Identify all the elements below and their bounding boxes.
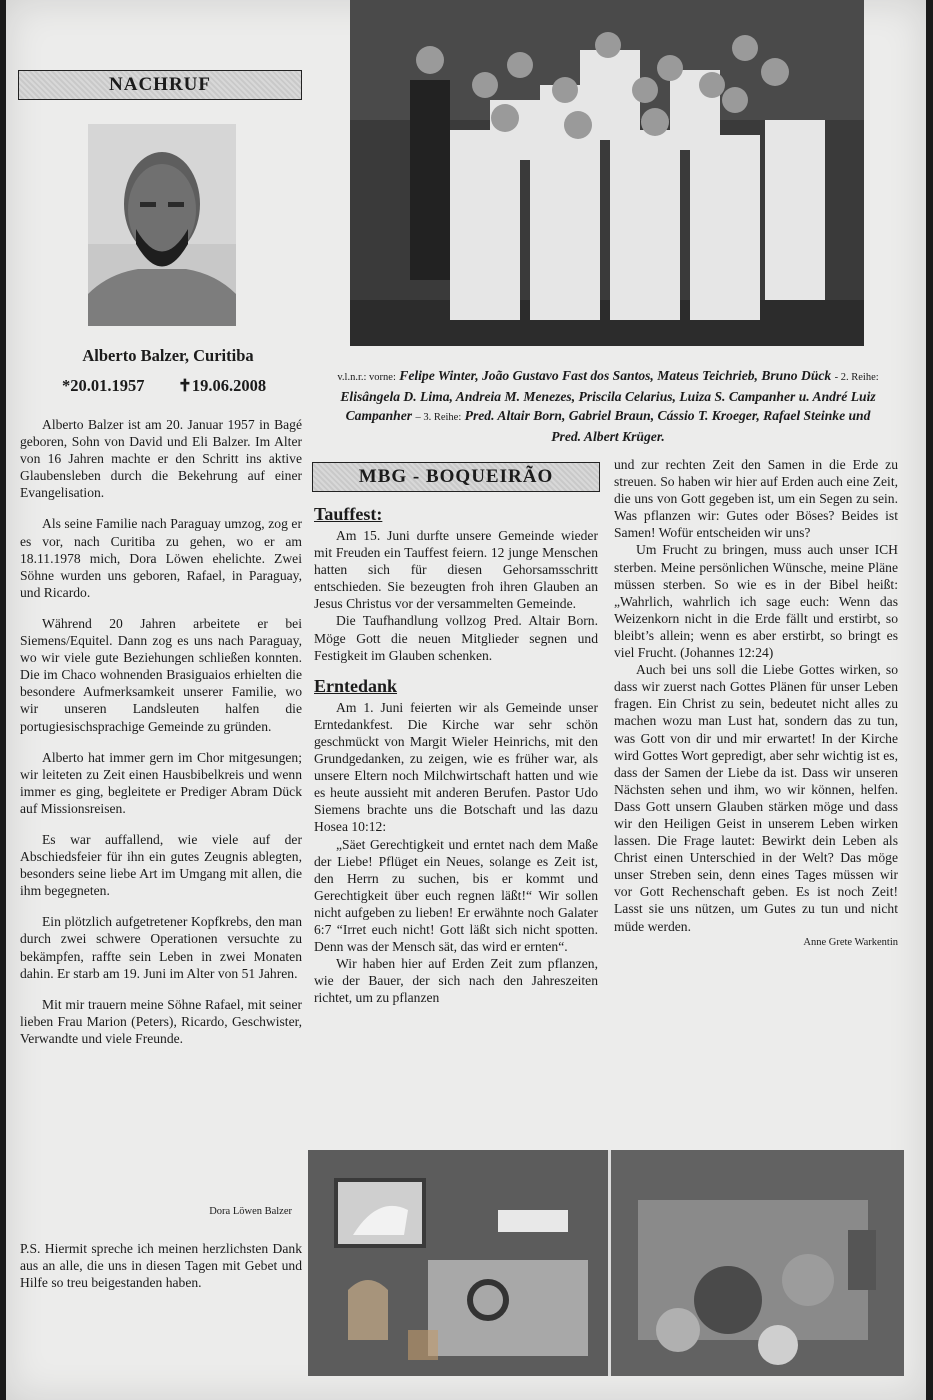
obituary-name: Alberto Balzer, Curitiba — [82, 346, 254, 365]
obituary-paragraph: Ein plötzlich aufgetretener Kopfkrebs, den man durch zwei schwere Operationen versuchte zu bekämpfen, raffte sein Leben in zwei Monaten dahin. Er starb am 19. Juni im Alter von 51 Jahren. — [20, 914, 302, 981]
tauffest-paragraph: Am 15. Juni durfte unsere Gemeinde wieder mit Freuden ein Tauffest feiern. 12 junge Menschen hatten sich für diesen Gehorsamsschritt entschieden. Sie bezeugten froh ihren Glauben an Jesus Christus vor der versammelten Gemeinde. — [314, 528, 598, 612]
obituary-signature: Dora Löwen Balzer — [209, 1206, 292, 1217]
death-date: ✝19.06.2008 — [178, 376, 267, 395]
erntedank-paragraph: Am 1. Juni feierten wir als Gemeinde unser Erntedankfest. Die Kirche war sehr schön geschmückt von Margit Wieler Heinrichs, mit den Grundgedanken, zu zeigen, wie es früher war, als unsere Eltern noch Milchwirtschaft hatten und wie es heute aussieht mit anderen Berufen. Pastor Udo Siemens brachte uns die Botschaft und las dazu Hosea 10:12: — [314, 699, 598, 835]
obituary-paragraph: Während 20 Jahren arbeitete er bei Siemens/Equitel. Dann zog es uns nach Paraguay, wo wir viele gute Beziehungen schließen konnten. Die im Chaco wohnenden Brasiguaios erhielten die besondere Aufmerksamkeit unserer Familie, wo wir unseren Landsleuten halfen die portugiesischsprachige Gemeinde zu gründen. — [20, 615, 302, 734]
erntedank-paragraph: Wir haben hier auf Erden Zeit zum pflanzen, wie der Bauer, der sich nach den Jahreszeiten richtet, um zu pflanzen — [314, 956, 598, 1006]
obituary-ps — [20, 1240, 302, 1291]
right-paragraph: und zur rechten Zeit den Samen in die Erde zu streuen. So haben wir hier auf Erden auch eine Zeit, die uns von Gott gegeben ist, um ein Segen zu sein. Was pflanzen wir: Gutes oder Böses? Beides ist Samen! Wofür entscheiden wir uns? — [614, 457, 898, 541]
photo-caption — [330, 366, 886, 446]
caption-lead: v.l.n.r.: vorne: — [337, 372, 396, 383]
mbg-right-column — [614, 456, 898, 948]
obituary-header: NACHRUF — [18, 70, 302, 100]
tauffest-paragraph: Die Taufhandlung vollzog Pred. Altair Born. Möge Gott die neuen Mitglieder segnen und Festigkeit im Glauben schenken. — [314, 613, 598, 663]
obituary-paragraph: Alberto Balzer ist am 20. Januar 1957 in Bagé geboren, Sohn von David und Eli Balzer. Im Alter von 16 Jahren machte er den Schritt ins aktive Glaubensleben durch die Bekehrung auf einer Evangelisation. — [20, 417, 302, 501]
birth-date: *20.01.1957 — [62, 376, 145, 395]
mbg-signature: Anne Grete Warkentin — [803, 936, 898, 948]
caption-row2: Elisângela D. Lima, Andreia M. Menezes, Priscila Celarius, Luiza S. Campanher u. André Luiz Campanher — [340, 389, 876, 423]
harvest-image — [308, 1150, 904, 1376]
obituary-text — [20, 416, 302, 1047]
baptism-group-photo — [350, 0, 864, 346]
obituary-paragraph: Alberto hat immer gern im Chor mitgesungen; wir leiteten zu Zeit einen Hausbibelkreis und wenn immer es ging, begleitete er Prediger Abram Dück auf Missionsreisen. — [20, 749, 302, 816]
obituary-paragraph: Es war auffallend, wie viele auf der Abschiedsfeier für ihn ein gutes Zeugnis ablegten, besonders seine liebe Art im Umgang mit allen, die ihm begegneten. — [20, 831, 302, 899]
erntedank-paragraph: „Säet Gerechtigkeit und erntet nach dem Maße der Liebe! Pflüget ein Neues, solange es Zeit ist, den Herrn zu suchen, bis er kommt und Gerechtigkeit über euch regnen läßt!“ Wir sollen nicht aufgeben zu lieben! Er erwähnte noch Galater 6:7 “Irret euch nicht! Gott läßt sich nicht spotten. Denn was der Mensch sät, das wird er ernten“. — [314, 836, 598, 955]
harvest-decoration-photo — [308, 1150, 904, 1376]
caption-row3-label: – 3. Reihe: — [415, 412, 462, 423]
caption-row2-label: - 2. Reihe: — [834, 372, 879, 383]
ps-text: P.S. Hiermit spreche ich meinen herzlichsten Dank aus an alle, die uns in diesen Tagen mit Gebet und Hilfe so treu beigestanden haben. — [20, 1241, 302, 1291]
caption-row3: Pred. Altair Born, Gabriel Braun, Cássio T. Kroeger, Rafael Steinke und Pred. Albert Krüger. — [464, 408, 871, 444]
right-paragraph: Um Frucht zu bringen, muss auch unser ICH sterben. Meine persönlichen Wünsche, meine Pläne müssen sterben. So wie es in der Bibel heißt: „Wahrlich, wahrlich ich sage euch: Wenn das Weizenkorn nicht in die Erde fällt und erstirbt, so bleibt’s allein; wenn es aber erstirbt, so bringt es viel Frucht. (Johannes 12:24) — [614, 542, 898, 661]
obituary-paragraph: Als seine Familie nach Paraguay umzog, zog er es vor, nach Curitiba zu gehen, wo er am 18.11.1978 mich, Dora Löwen ehelichte. Zwei Söhne wurden uns geboren, Rafael, in Paraguay, und Ricardo. — [20, 516, 302, 600]
caption-row1: Felipe Winter, João Gustavo Fast dos Santos, Mateus Teichrieb, Bruno Dück — [399, 368, 832, 383]
newsletter-page — [6, 0, 926, 1400]
portrait-photo — [88, 124, 236, 326]
mbg-middle-column — [314, 504, 598, 1006]
obituary-paragraph: Mit mir trauern meine Söhne Rafael, mit seiner lieben Frau Marion (Peters), Ricardo, Geschwister, Verwandte und viele Freunde. — [20, 996, 302, 1046]
right-paragraph: Auch bei uns soll die Liebe Gottes wirken, so dass wir zuerst nach Gottes Plänen für unser Leben fragen. Ein Christ zu sein, bedeutet nicht alles zu machen wozu man Lust hat, sondern das zu tun, was Gott von dir und mir erwartet! In der Kirche wird Gottes Wort gepredigt, aber sehr wichtig ist es, dass der Samen der Liebe da ist. Dass wir unseren Nächsten sehen und ihm, wo wir können, helfen. Dass Gott unsern Glauben stärken möge und dass wir den Heiligen Geist in unserem Leben wirken lassen. Die Frage lautet: Bewirkt dein Leben als Christ einen Unterschied in der Welt? Das möge unser Streben sein, denn eines Tages müssen wir vor Gott Rechenschaft geben. Es ist noch Zeit! Lasst sie uns nützen, um Gutes zu tun und nicht müde werden. — [614, 662, 898, 934]
mbg-header: MBG - BOQUEIRÃO — [312, 462, 600, 492]
erntedank-title: Erntedank — [314, 675, 398, 696]
tauffest-title: Tauffest: — [314, 504, 383, 524]
portrait-image — [88, 124, 236, 326]
group-image — [350, 0, 864, 346]
